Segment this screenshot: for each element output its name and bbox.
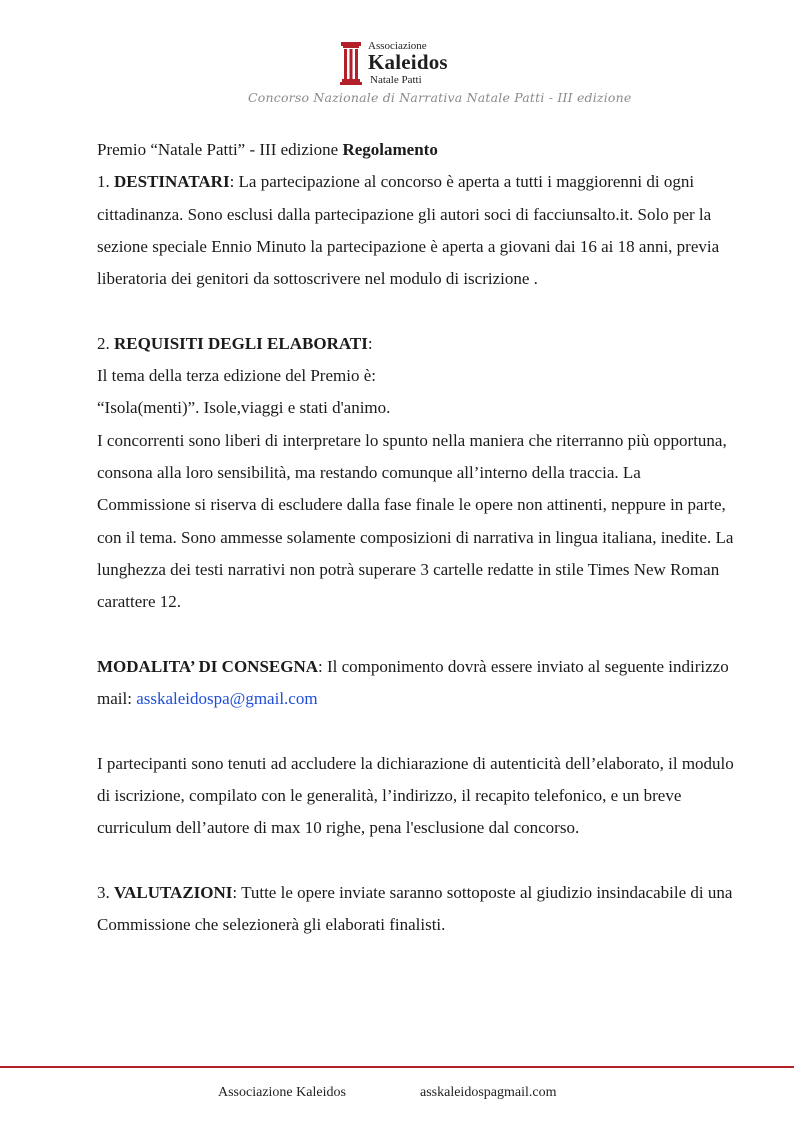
section-text: : La partecipazione al concorso è aperta a tutti i maggiorenni di ogni cittadinanza. Sono esclusi dalla partecipazione gli autori soci di facciunsalto.it. Solo per la sezione speciale Ennio Minuto la partecipazione è aperta a giovani dai 16 ai 18 anni, previa liberatoria dei genitori da sottoscrivere nel modulo di iscrizione . (97, 172, 720, 289)
document-title (97, 134, 737, 166)
footer-divider (0, 1066, 794, 1068)
footer-association: Associazione Kaleidos (218, 1085, 346, 1100)
section-heading: REQUISITI DEGLI ELABORATI (114, 333, 368, 353)
section-valutazioni (97, 877, 737, 942)
section-number: 3. (97, 882, 114, 902)
section-text: : Tutte le opere inviate saranno sottoposte al giudizio insindacabile di una Commissione che selezionerà gli elaborati finalisti. (97, 882, 733, 935)
section-destinatari (97, 166, 737, 295)
section-heading: MODALITA’ DI CONSEGNA (97, 656, 319, 676)
header-subtitle: Concorso Nazionale di Narrativa Natale Patti - III edizione (248, 90, 632, 105)
section-heading: VALUTAZIONI (114, 882, 233, 902)
section-requisiti (97, 328, 737, 360)
theme-title: “Isola(menti)”. Isole,viaggi e stati d'animo. (97, 398, 391, 418)
logo-association-label: Associazione (368, 40, 427, 52)
title-text: Premio “Natale Patti” - III edizione (97, 140, 343, 159)
section-number: 1. (97, 172, 114, 192)
partecipanti-text: I partecipanti sono tenuti ad accludere la dichiarazione di autenticità dell’elaborato, il modulo di iscrizione, compilato con le generalità, l’indirizzo, il recapito telefonico, e un breve curriculum dell’autore di max 10 righe, pena l'esclusione dal concorso. (97, 753, 734, 838)
logo (340, 38, 460, 90)
requisiti-text: I concorrenti sono liberi di interpretare lo spunto nella maniera che riterranno più opportuna, consona alla loro sensibilità, ma restando comunque all’interno della traccia. La Commissione si riserva di escludere dalla fase finale le opere non attinenti, neppure in parte, con il tema. Sono ammesse solamente composizioni di narrativa in lingua italiana, inedite. La lunghezza dei testi narrativi non potrà superare 3 cartelle redatte in stile Times New Roman carattere 12. (97, 430, 734, 612)
section-modalita (97, 651, 737, 716)
theme-intro: Il tema della terza edizione del Premio è: (97, 366, 376, 386)
email-link[interactable]: asskaleidospa@gmail.com (136, 689, 318, 709)
section-number: 2. (97, 333, 114, 353)
document-body (97, 134, 737, 941)
footer-email: asskaleidospagmail.com (420, 1085, 557, 1100)
logo-subname: Natale Patti (370, 74, 422, 86)
logo-name: Kaleidos (368, 50, 448, 74)
title-bold: Regolamento (342, 140, 438, 159)
section-text: : Il componimento dovrà essere inviato al seguente indirizzo mail: (97, 656, 729, 709)
section-heading: DESTINATARI (114, 172, 230, 192)
section-colon: : (367, 333, 373, 353)
column-icon (340, 40, 362, 86)
